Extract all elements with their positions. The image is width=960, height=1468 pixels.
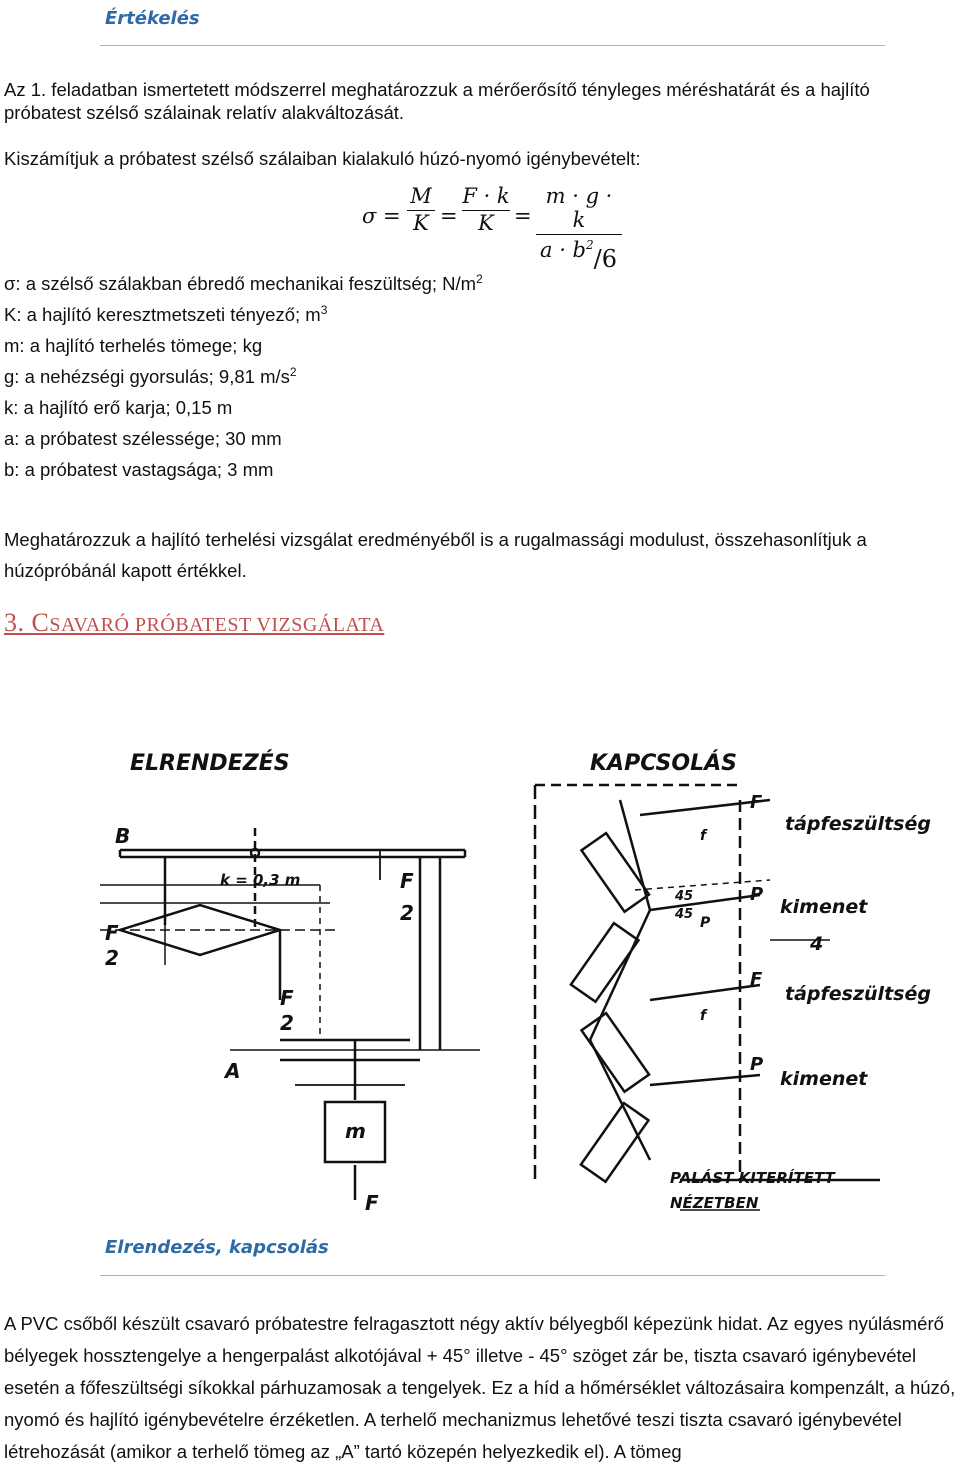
definition-item: k: a hajlító erő karja; 0,15 m bbox=[4, 397, 233, 419]
k-label: k = 0,3 m bbox=[220, 871, 301, 889]
svg-text:F: F bbox=[280, 986, 294, 1010]
svg-text:F: F bbox=[105, 921, 119, 945]
svg-text:F: F bbox=[750, 969, 763, 990]
formula-eq-1: = bbox=[440, 204, 458, 228]
mantle-note-2: NÉZETBEN bbox=[670, 1194, 759, 1212]
svg-text:F: F bbox=[400, 869, 414, 893]
frac3-num: m · g · k bbox=[545, 184, 613, 232]
svg-text:45: 45 bbox=[675, 907, 694, 922]
frac1-den: K bbox=[413, 211, 429, 235]
svg-text:2: 2 bbox=[105, 946, 119, 970]
formula-frac-2 bbox=[462, 184, 510, 235]
svg-text:P: P bbox=[750, 1054, 764, 1075]
arrangement-wiring-figure bbox=[80, 740, 940, 1230]
definition-item: b: a próbatest vastagsága; 3 mm bbox=[4, 459, 274, 481]
formula-frac-3 bbox=[536, 184, 622, 273]
strain-gauge-4 bbox=[581, 1103, 649, 1182]
label-A: A bbox=[225, 1059, 241, 1083]
svg-text:P: P bbox=[700, 915, 711, 931]
svg-text:P: P bbox=[750, 884, 764, 905]
calc-line: Kiszámítjuk a próbatest szélső szálaiban kialakuló húzó-nyomó igénybevételt: bbox=[4, 148, 641, 169]
svg-text:f: f bbox=[700, 828, 707, 844]
caption-rule bbox=[100, 45, 885, 46]
svg-text:2: 2 bbox=[280, 1011, 294, 1035]
bottom-paragraph: A PVC csőből készült csavaró próbatestre felragasztott négy aktív bélyegből képezünk hidat. Az egyes nyúlásmérő bélyegek hossztengelye a hengerpalást alkotójával + 45° illetve - 45° szöget zár be, tiszta csavaró igénybevétel esetén a főfeszültségi síkokkal párhuzamosak a tengelyek. Ez a híd a hőmérséklet változásaira kompenzált, a húzó, nyomó és hajlító igénybevételre érzéketlen. A terhelő mechanizmus lehetővé teszi tiszta csavaró igénybevétel létrehozását (amikor a terhelő tömeg az „A” tartó közepén helyezkedik el). A tömeg bbox=[4, 1313, 956, 1462]
frac2-num: F · k bbox=[462, 184, 510, 208]
force-F-label: F bbox=[365, 1191, 379, 1215]
definition-item: m: a hajlító terhelés tömege; kg bbox=[4, 335, 263, 357]
frac2-den: K bbox=[478, 211, 494, 235]
label-B: B bbox=[115, 824, 131, 848]
mantle-note-1: PALÁST KITERÍTETT bbox=[670, 1169, 835, 1187]
section-heading: 3. CSAVARÓ PRÓBATEST VIZSGÁLATA bbox=[4, 608, 385, 637]
output-label-2: kimenet bbox=[780, 1068, 868, 1090]
frac1-num: M bbox=[410, 184, 432, 208]
figure-caption: Elrendezés, kapcsolás bbox=[105, 1237, 329, 1258]
tap-label-2: tápfeszültség bbox=[785, 983, 931, 1005]
strain-gauge-3 bbox=[581, 1013, 649, 1092]
definitions-list bbox=[4, 272, 483, 489]
left-title: ELRENDEZÉS bbox=[130, 751, 290, 776]
formula-eq-2: = bbox=[514, 204, 532, 228]
svg-text:F: F bbox=[750, 792, 763, 813]
definition-item: g: a nehézségi gyorsulás; 9,81 $m/s^2$ bbox=[4, 365, 297, 388]
formula-frac-1 bbox=[407, 184, 435, 235]
definition-item: K: a hajlító keresztmetszeti tényező; $m^3$ bbox=[4, 303, 328, 326]
top-caption: Értékelés bbox=[105, 8, 200, 29]
mass-label: m bbox=[345, 1119, 366, 1143]
definition-item: a: a próbatest szélessége; 30 mm bbox=[4, 428, 282, 450]
svg-text:45: 45 bbox=[675, 889, 694, 904]
definition-item: σ: a szélső szálakban ébredő mechanikai feszültség; $N/m^2$ bbox=[4, 272, 483, 295]
strain-gauge-2 bbox=[571, 923, 639, 1002]
figure-caption-rule bbox=[100, 1275, 885, 1276]
intro-paragraph: Az 1. feladatban ismertetett módszerrel meghatározzuk a mérőerősítő tényleges méréshatárát és a hajlító próbatest szélső szálainak relatív alakváltozását. bbox=[4, 79, 870, 123]
svg-text:4: 4 bbox=[810, 933, 824, 955]
formula-sigma: σ = bbox=[362, 204, 401, 228]
frac3-den: $a \cdot b^2/6$ bbox=[540, 238, 617, 273]
svg-text:2: 2 bbox=[400, 901, 414, 925]
output-label-1: kimenet bbox=[780, 896, 868, 918]
modulus-paragraph: Meghatározzuk a hajlító terhelési vizsgálat eredményéből is a rugalmassági modulust, összehasonlítjuk a húzópróbánál kapott értékkel. bbox=[4, 529, 867, 581]
right-title: KAPCSOLÁS bbox=[590, 751, 737, 776]
tap-label-1: tápfeszültség bbox=[785, 813, 931, 835]
svg-text:f: f bbox=[700, 1008, 707, 1024]
